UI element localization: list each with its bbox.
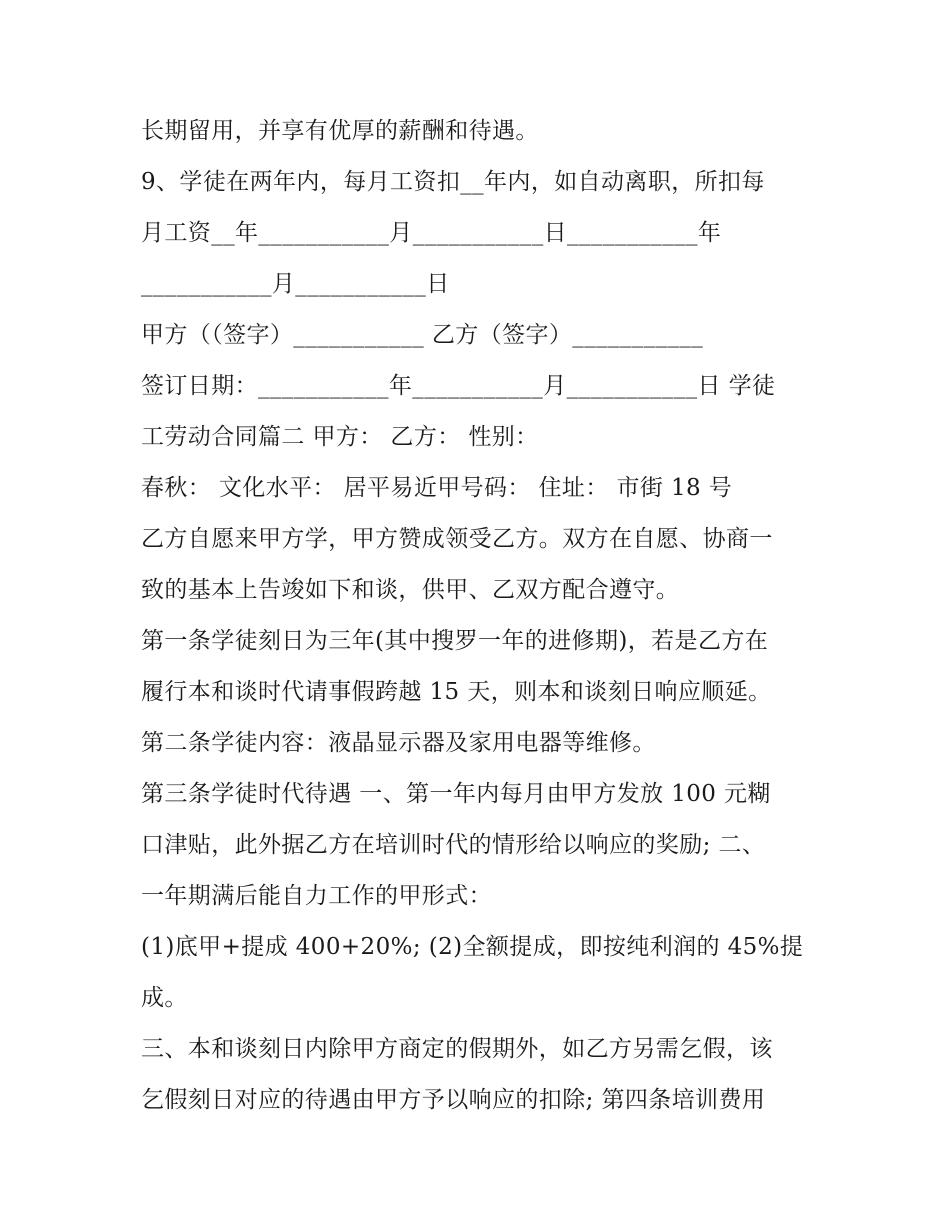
- text-line: 春秋： 文化水平： 居平易近甲号码： 住址： 市街 18 号: [141, 475, 733, 501]
- text-line: 工劳动合同篇二 甲方： 乙方： 性别：: [141, 424, 539, 450]
- text-line: 履行本和谈时代请事假跨越 15 天，则本和谈刻日响应顺延。: [141, 679, 772, 705]
- text-line: 第一条学徒刻日为三年(其中搜罗一年的进修期)，若是乙方在: [141, 628, 769, 654]
- text-line: 第三条学徒时代待遇 一、第一年内每月由甲方发放 100 元糊: [141, 781, 771, 807]
- text-line: 第二条学徒内容：液晶显示器及家用电器等维修。: [141, 730, 656, 756]
- text-line: 乙方自愿来甲方学，甲方赞成领受乙方。双方在自愿、协商一: [141, 526, 773, 552]
- text-line: (1)底甲+提成 400+20%; (2)全额提成，即按纯利润的 45%提: [141, 934, 804, 960]
- text-line: 成。: [141, 985, 188, 1011]
- text-line: ___________月___________日: [141, 271, 450, 297]
- text-line: 签订日期：___________年___________月___________日 学徒: [141, 373, 776, 399]
- text-line: 长期留用，并享有优厚的薪酬和待遇。: [141, 118, 539, 144]
- text-line: 三、本和谈刻日内除甲方商定的假期外，如乙方另需乞假，该: [141, 1036, 773, 1062]
- text-line: 甲方（（签字）___________ 乙方（签字）___________: [141, 322, 704, 348]
- text-line: 致的基本上告竣如下和谈，供甲、乙双方配合遵守。: [141, 577, 680, 603]
- text-line: 9、学徒在两年内，每月工资扣__年内，如自动离职，所扣每: [141, 169, 765, 195]
- text-line: 口津贴，此外据乙方在培训时代的情形给以响应的奖励; 二、: [141, 832, 766, 858]
- text-line: 月工资__年___________月___________日___________年: [141, 220, 722, 246]
- document-body: [141, 106, 821, 1126]
- text-line: 乞假刻日对应的待遇由甲方予以响应的扣除; 第四条培训费用: [141, 1087, 766, 1113]
- text-line: 一年期满后能自力工作的甲形式：: [141, 883, 492, 909]
